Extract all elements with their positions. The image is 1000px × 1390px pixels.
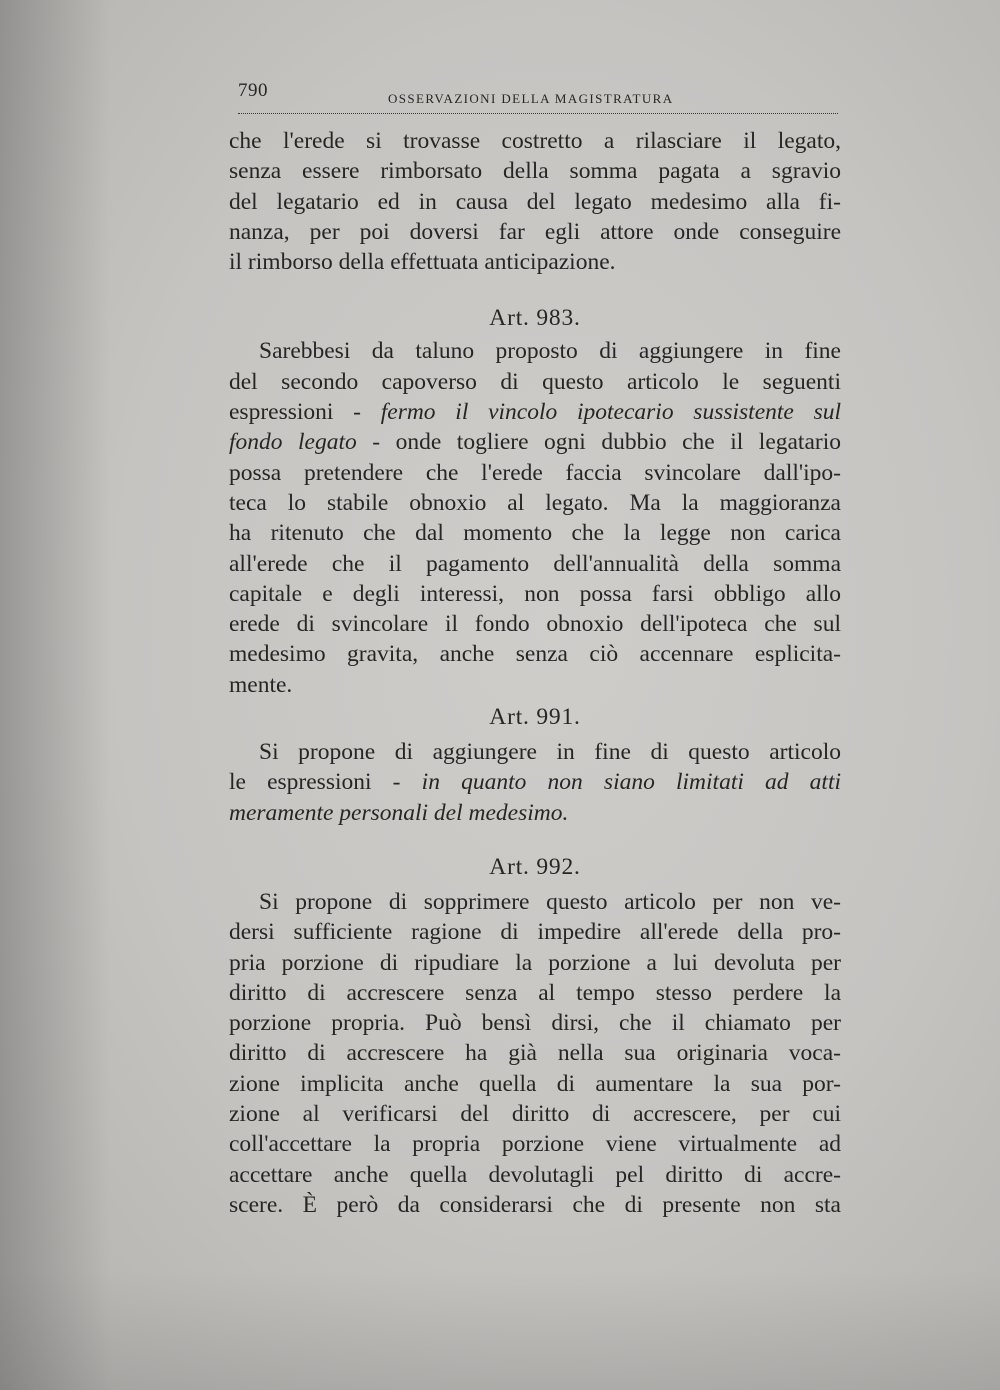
text-line: scere. È però da considerarsi che di presente non sta [229, 1191, 841, 1218]
text-line: possa pretendere che l'erede faccia svincolare dall'ipo- [229, 459, 841, 486]
text-line: diritto di accrescere senza al tempo stesso perdere la [229, 979, 841, 1006]
text-line: senza essere rimborsato della somma pagata a sgravio [229, 158, 841, 185]
text-line: del secondo capoverso di questo articolo le seguenti [229, 368, 841, 395]
text-line: pria porzione di ripudiare la porzione a lui devoluta per [229, 949, 841, 976]
text-line: nanza, per poi doversi far egli attore onde conseguire [229, 218, 841, 245]
italic-proposal-text: in quanto non siano limitati ad atti [421, 769, 842, 796]
text-line: del legatario ed in causa del legato medesimo alla fi- [229, 188, 841, 215]
text-fragment: - onde togliere ogni dubbio che il legatario [372, 429, 841, 456]
text-line: Si propone di sopprimere questo articolo per non ve- [259, 888, 841, 915]
page-header [238, 80, 838, 116]
text-line: accettare anche quella devolutagli pel diritto di accre- [229, 1161, 841, 1188]
running-title: OSSERVAZIONI DELLA MAGISTRATURA [388, 91, 674, 106]
article-991-paragraph [229, 737, 841, 828]
text-line: coll'accettare la propria porzione viene virtualmente ad [229, 1131, 841, 1158]
italic-proposal-text: fondo legato [229, 429, 357, 456]
intro-paragraph [229, 126, 841, 277]
text-line: all'erede che il pagamento dell'annualità della somma [229, 550, 841, 577]
text-line: Si propone di aggiungere in fine di questo articolo [259, 739, 841, 766]
text-line: medesimo gravita, anche senza ciò accennare esplicita- [229, 641, 841, 668]
page-edge-shadow [0, 0, 110, 1390]
text-line [229, 798, 841, 828]
text-line: il rimborso della effettuata anticipazione. [229, 249, 616, 276]
text-fragment: espressioni - [229, 399, 361, 426]
text-line: diritto di accrescere ha già nella sua originaria voca- [229, 1040, 841, 1067]
text-line: teca lo stabile obnoxio al legato. Ma la maggioranza [229, 489, 841, 516]
text-line: porzione propria. Può bensì dirsi, che il chiamato per [229, 1010, 841, 1037]
page-number: 790 [238, 80, 268, 101]
text-line: erede di svincolare il fondo obnoxio dell'ipoteca che sul [229, 611, 841, 638]
text-line: zione implicita anche quella di aumentare la sua por- [229, 1070, 841, 1097]
article-992-paragraph [229, 887, 841, 1220]
text-fragment: le espressioni - [229, 769, 401, 796]
text-line: che l'erede si trovasse costretto a rilasciare il legato, [229, 128, 841, 154]
article-991-heading: Art. 991. [489, 704, 581, 731]
text-line: zione al verificarsi del diritto di accrescere, per cui [229, 1101, 841, 1128]
text-line: ha ritenuto che dal momento che la legge non carica [229, 520, 841, 547]
article-983-paragraph [229, 336, 841, 700]
text-line: capitale e degli interessi, non possa farsi obbligo allo [229, 580, 841, 607]
page-bottom-shadow [0, 1270, 1000, 1390]
text-line [229, 427, 841, 457]
header-dotted-rule [238, 113, 838, 114]
text-line: mente. [229, 671, 293, 698]
italic-proposal-text: fermo il vincolo ipotecario sussistente sul [380, 399, 841, 426]
italic-proposal-text: meramente personali del medesimo. [229, 799, 569, 826]
article-983-heading: Art. 983. [489, 305, 581, 332]
text-line [229, 767, 841, 797]
text-line: dersi sufficiente ragione di impedire all'erede della pro- [229, 919, 841, 946]
page-body [229, 126, 841, 1220]
article-992-heading: Art. 992. [489, 853, 581, 880]
text-line: Sarebbesi da taluno proposto di aggiungere in fine [259, 338, 841, 365]
text-line [229, 397, 841, 427]
